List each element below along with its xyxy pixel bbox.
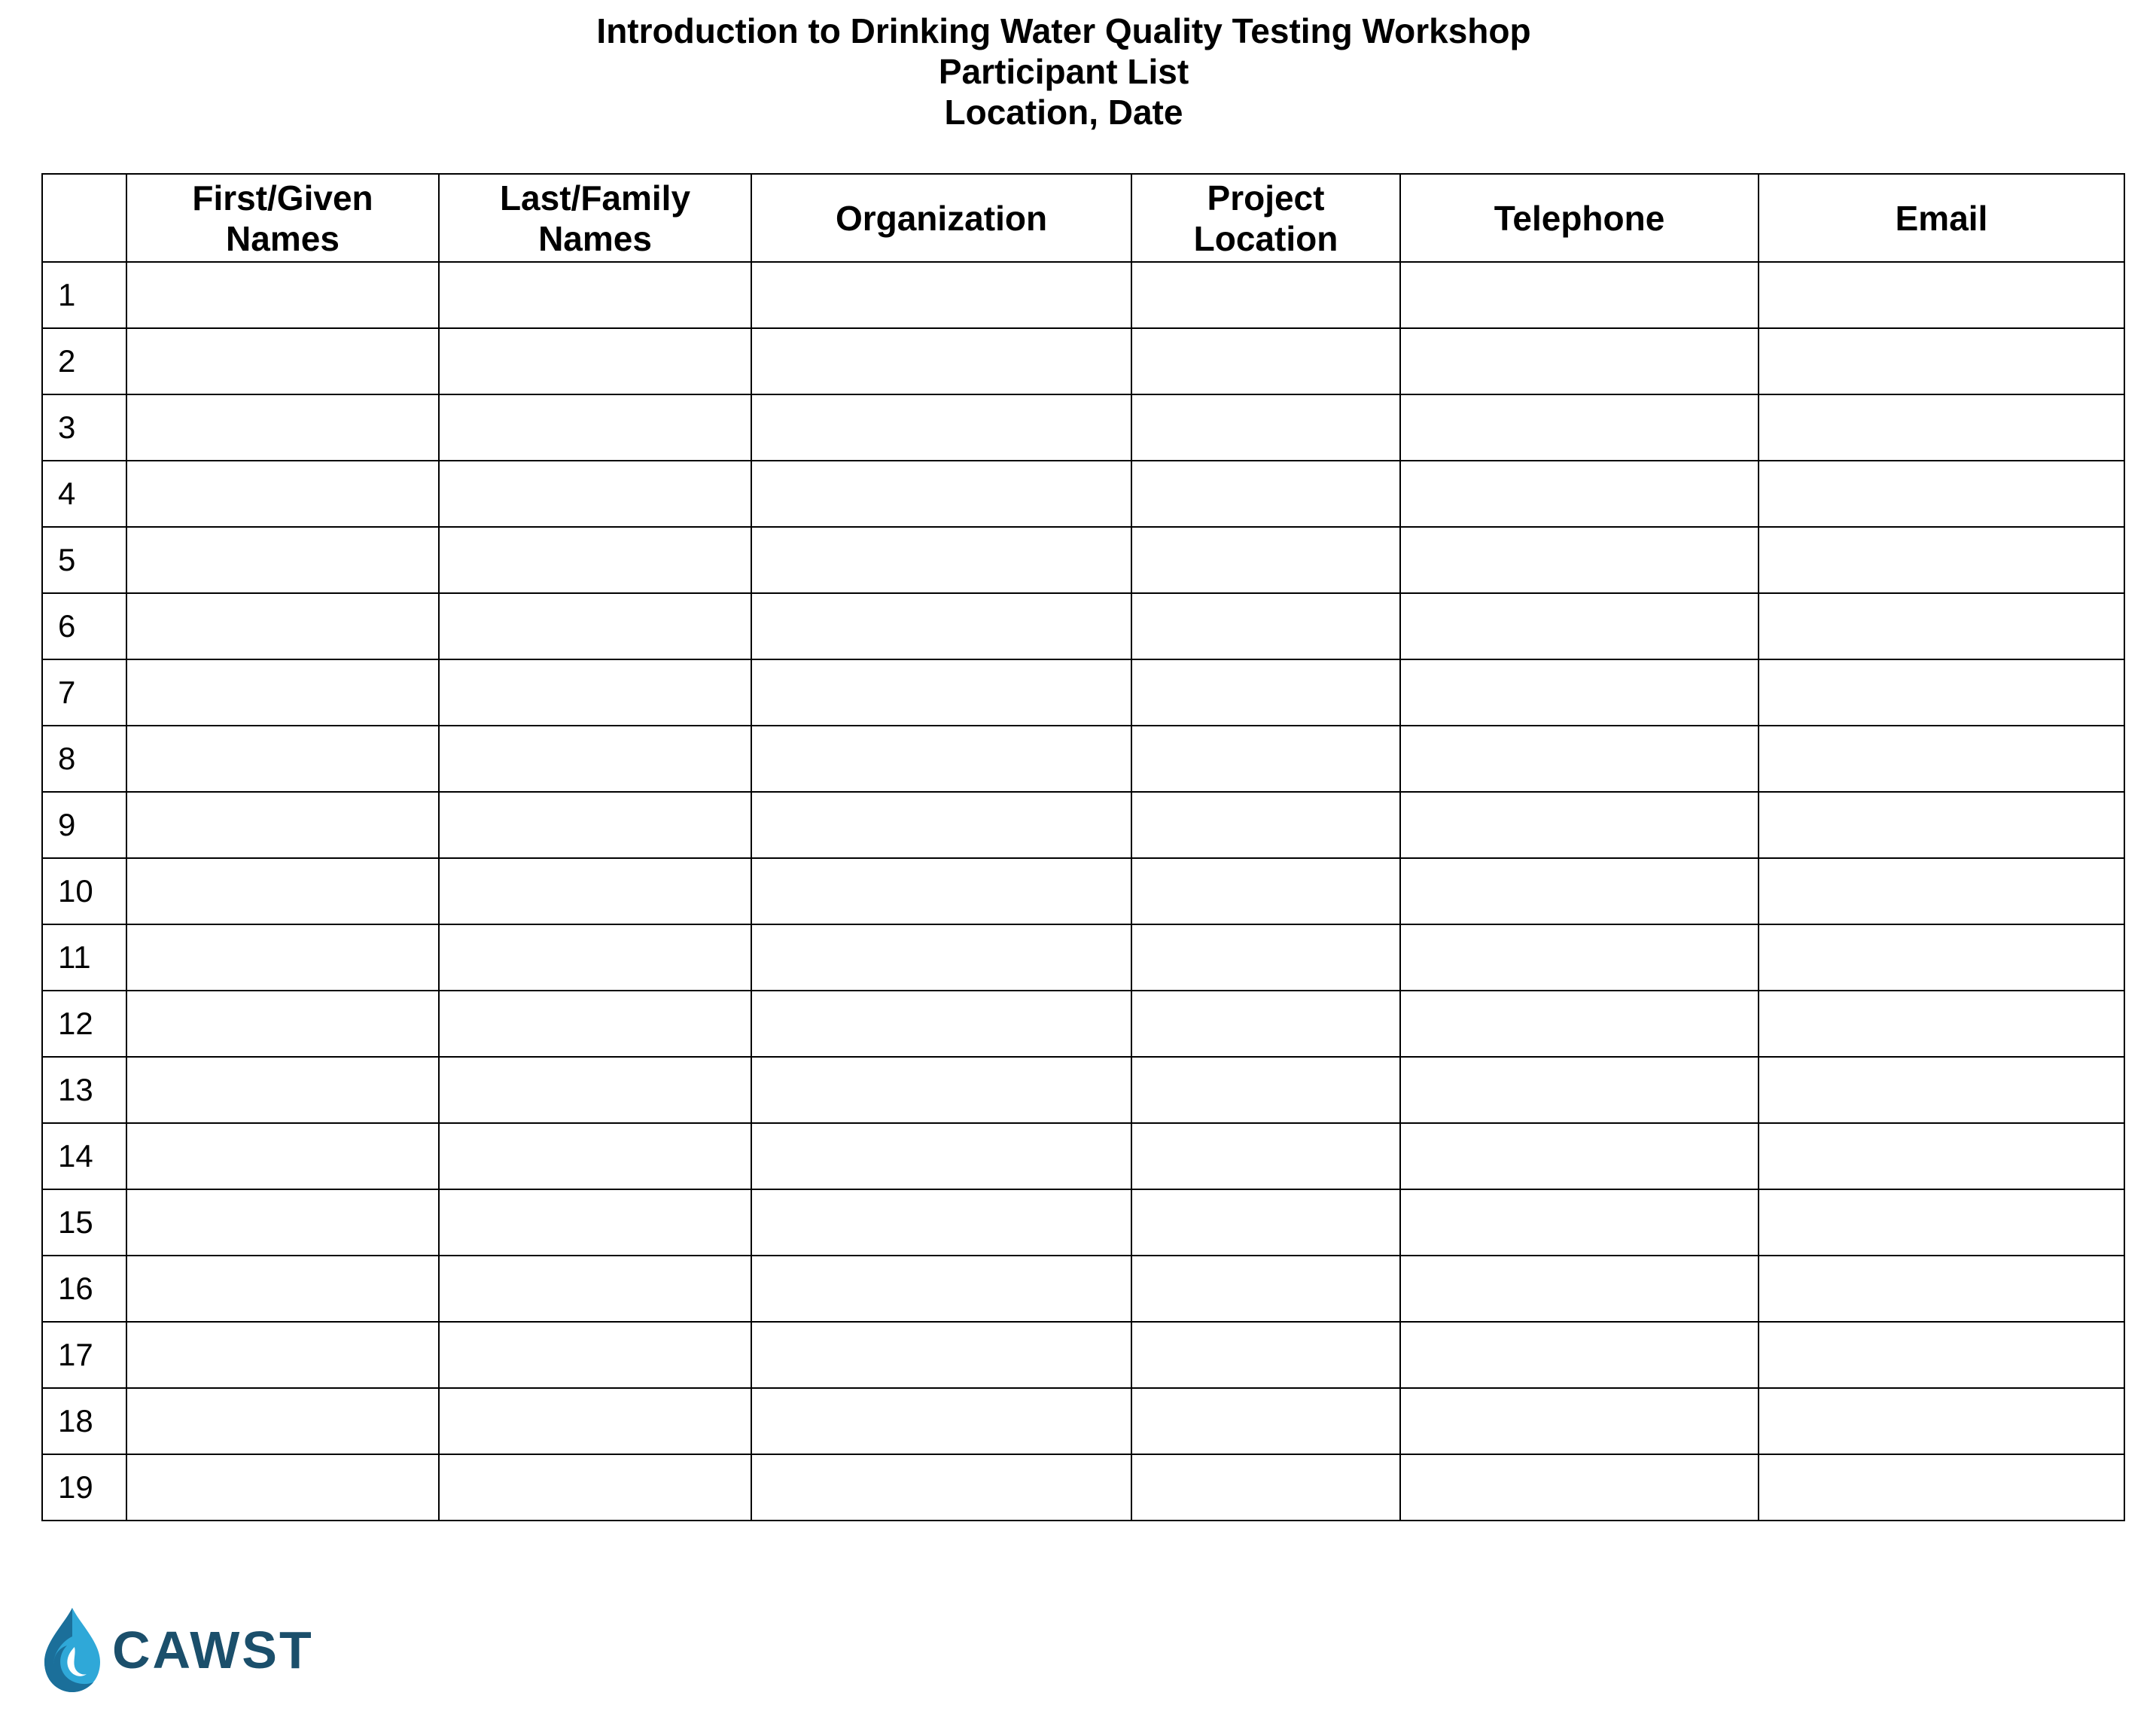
- telephone-cell[interactable]: [1400, 924, 1759, 991]
- first-name-cell[interactable]: [126, 1123, 439, 1189]
- email-cell[interactable]: [1759, 1123, 2124, 1189]
- telephone-cell[interactable]: [1400, 1256, 1759, 1322]
- row-number: 9: [42, 792, 126, 858]
- last-name-cell[interactable]: [439, 394, 751, 461]
- table-body: [42, 262, 2124, 1521]
- organization-cell[interactable]: [751, 1454, 1131, 1521]
- organization-cell[interactable]: [751, 659, 1131, 726]
- telephone-cell[interactable]: [1400, 394, 1759, 461]
- last-name-cell[interactable]: [439, 262, 751, 328]
- telephone-cell[interactable]: [1400, 1322, 1759, 1388]
- last-name-cell[interactable]: [439, 858, 751, 924]
- organization-cell[interactable]: [751, 394, 1131, 461]
- last-name-cell[interactable]: [439, 1123, 751, 1189]
- first-name-header: [126, 174, 439, 262]
- telephone-cell[interactable]: [1400, 1123, 1759, 1189]
- column-header-label: First/Given Names: [192, 178, 373, 258]
- first-name-cell[interactable]: [126, 1057, 439, 1123]
- row-number: 10: [42, 858, 126, 924]
- email-cell[interactable]: [1759, 991, 2124, 1057]
- document-title: Introduction to Drinking Water Quality Testing Workshop: [596, 11, 1531, 50]
- last-name-cell[interactable]: [439, 659, 751, 726]
- organization-cell[interactable]: [751, 1256, 1131, 1322]
- table-row: [42, 726, 2124, 792]
- table-row: [42, 924, 2124, 991]
- project-location-cell[interactable]: [1131, 792, 1400, 858]
- first-name-cell[interactable]: [126, 858, 439, 924]
- last-name-cell[interactable]: [439, 527, 751, 593]
- project-location-cell[interactable]: [1131, 527, 1400, 593]
- first-name-cell[interactable]: [126, 262, 439, 328]
- table-row: [42, 1123, 2124, 1189]
- email-cell[interactable]: [1759, 1189, 2124, 1256]
- row-number: 6: [42, 593, 126, 659]
- telephone-cell[interactable]: [1400, 991, 1759, 1057]
- row-number: 14: [42, 1123, 126, 1189]
- telephone-cell[interactable]: [1400, 726, 1759, 792]
- organization-cell[interactable]: [751, 726, 1131, 792]
- project-location-cell[interactable]: [1131, 1123, 1400, 1189]
- organization-cell[interactable]: [751, 1189, 1131, 1256]
- telephone-cell[interactable]: [1400, 593, 1759, 659]
- table-row: [42, 792, 2124, 858]
- email-cell[interactable]: [1759, 394, 2124, 461]
- table-row: [42, 527, 2124, 593]
- first-name-cell[interactable]: [126, 924, 439, 991]
- email-header: [1759, 174, 2124, 262]
- last-name-cell[interactable]: [439, 924, 751, 991]
- table-row: [42, 1057, 2124, 1123]
- organization-cell[interactable]: [751, 262, 1131, 328]
- row-number: 4: [42, 461, 126, 527]
- organization-cell[interactable]: [751, 1388, 1131, 1454]
- project-location-cell[interactable]: [1131, 593, 1400, 659]
- last-name-cell[interactable]: [439, 1322, 751, 1388]
- first-name-cell[interactable]: [126, 328, 439, 394]
- organization-cell[interactable]: [751, 328, 1131, 394]
- project-location-cell[interactable]: [1131, 461, 1400, 527]
- email-cell[interactable]: [1759, 726, 2124, 792]
- row-number-header: [42, 174, 126, 262]
- first-name-cell[interactable]: [126, 1189, 439, 1256]
- email-cell[interactable]: [1759, 262, 2124, 328]
- table-row: [42, 1256, 2124, 1322]
- table-row: [42, 1388, 2124, 1454]
- organization-cell[interactable]: [751, 1057, 1131, 1123]
- table-row: [42, 858, 2124, 924]
- organization-cell[interactable]: [751, 1322, 1131, 1388]
- email-cell[interactable]: [1759, 1454, 2124, 1521]
- telephone-cell[interactable]: [1400, 1388, 1759, 1454]
- table-row: [42, 1454, 2124, 1521]
- participant-table: [41, 173, 2125, 1521]
- first-name-cell[interactable]: [126, 1256, 439, 1322]
- email-cell[interactable]: [1759, 1322, 2124, 1388]
- project-location-cell[interactable]: [1131, 726, 1400, 792]
- first-name-cell[interactable]: [126, 394, 439, 461]
- table-row: [42, 1189, 2124, 1256]
- project-location-cell[interactable]: [1131, 991, 1400, 1057]
- telephone-cell[interactable]: [1400, 461, 1759, 527]
- last-name-cell[interactable]: [439, 991, 751, 1057]
- telephone-cell[interactable]: [1400, 858, 1759, 924]
- table-row: [42, 1322, 2124, 1388]
- first-name-cell[interactable]: [126, 527, 439, 593]
- table-row: [42, 262, 2124, 328]
- water-drop-icon: [41, 1606, 103, 1694]
- email-cell[interactable]: [1759, 1256, 2124, 1322]
- first-name-cell[interactable]: [126, 659, 439, 726]
- project-location-cell[interactable]: [1131, 1322, 1400, 1388]
- email-cell[interactable]: [1759, 1057, 2124, 1123]
- row-number: 8: [42, 726, 126, 792]
- first-name-cell[interactable]: [126, 593, 439, 659]
- last-name-cell[interactable]: [439, 593, 751, 659]
- organization-cell[interactable]: [751, 1123, 1131, 1189]
- email-cell[interactable]: [1759, 527, 2124, 593]
- last-name-cell[interactable]: [439, 328, 751, 394]
- column-header-label: Telephone: [1494, 198, 1665, 238]
- first-name-cell[interactable]: [126, 461, 439, 527]
- column-header-label: Project Location: [1193, 178, 1338, 258]
- column-header-label: Last/Family Names: [499, 178, 691, 258]
- organization-cell[interactable]: [751, 924, 1131, 991]
- email-cell[interactable]: [1759, 1388, 2124, 1454]
- last-name-cell[interactable]: [439, 1256, 751, 1322]
- telephone-cell[interactable]: [1400, 659, 1759, 726]
- first-name-cell[interactable]: [126, 726, 439, 792]
- row-number: 3: [42, 394, 126, 461]
- project-location-header: [1131, 174, 1400, 262]
- column-header-label: Email: [1895, 198, 1988, 238]
- last-name-cell[interactable]: [439, 1454, 751, 1521]
- email-cell[interactable]: [1759, 593, 2124, 659]
- telephone-cell[interactable]: [1400, 1454, 1759, 1521]
- project-location-cell[interactable]: [1131, 858, 1400, 924]
- row-number: 18: [42, 1388, 126, 1454]
- telephone-cell[interactable]: [1400, 328, 1759, 394]
- row-number: 13: [42, 1057, 126, 1123]
- table-row: [42, 593, 2124, 659]
- document-subtitle: Participant List: [938, 52, 1189, 91]
- location-date: Location, Date: [944, 93, 1183, 132]
- row-number: 11: [42, 924, 126, 991]
- first-name-cell[interactable]: [126, 1388, 439, 1454]
- telephone-cell[interactable]: [1400, 262, 1759, 328]
- organization-cell[interactable]: [751, 858, 1131, 924]
- column-header-label: Organization: [835, 198, 1048, 238]
- project-location-cell[interactable]: [1131, 262, 1400, 328]
- table-row: [42, 659, 2124, 726]
- first-name-cell[interactable]: [126, 1322, 439, 1388]
- table-row: [42, 991, 2124, 1057]
- organization-cell[interactable]: [751, 991, 1131, 1057]
- organization-cell[interactable]: [751, 593, 1131, 659]
- last-name-cell[interactable]: [439, 461, 751, 527]
- email-cell[interactable]: [1759, 858, 2124, 924]
- project-location-cell[interactable]: [1131, 1189, 1400, 1256]
- project-location-cell[interactable]: [1131, 394, 1400, 461]
- table-header-row: [42, 174, 2124, 262]
- project-location-cell[interactable]: [1131, 328, 1400, 394]
- document-header: [0, 11, 2127, 132]
- organization-header: [751, 174, 1131, 262]
- table-row: [42, 328, 2124, 394]
- project-location-cell[interactable]: [1131, 1256, 1400, 1322]
- project-location-cell[interactable]: [1131, 924, 1400, 991]
- telephone-header: [1400, 174, 1759, 262]
- table-row: [42, 461, 2124, 527]
- table-row: [42, 394, 2124, 461]
- telephone-cell[interactable]: [1400, 527, 1759, 593]
- row-number: 7: [42, 659, 126, 726]
- row-number: 15: [42, 1189, 126, 1256]
- project-location-cell[interactable]: [1131, 659, 1400, 726]
- first-name-cell[interactable]: [126, 991, 439, 1057]
- row-number: 1: [42, 262, 126, 328]
- row-number: 5: [42, 527, 126, 593]
- last-name-cell[interactable]: [439, 1189, 751, 1256]
- telephone-cell[interactable]: [1400, 792, 1759, 858]
- row-number: 19: [42, 1454, 126, 1521]
- telephone-cell[interactable]: [1400, 1057, 1759, 1123]
- row-number: 12: [42, 991, 126, 1057]
- row-number: 17: [42, 1322, 126, 1388]
- email-cell[interactable]: [1759, 461, 2124, 527]
- organization-cell[interactable]: [751, 792, 1131, 858]
- email-cell[interactable]: [1759, 328, 2124, 394]
- first-name-cell[interactable]: [126, 792, 439, 858]
- email-cell[interactable]: [1759, 792, 2124, 858]
- project-location-cell[interactable]: [1131, 1454, 1400, 1521]
- last-name-cell[interactable]: [439, 726, 751, 792]
- organization-cell[interactable]: [751, 527, 1131, 593]
- logo-text: CAWST: [112, 1621, 314, 1679]
- organization-cell[interactable]: [751, 461, 1131, 527]
- last-name-cell[interactable]: [439, 1057, 751, 1123]
- last-name-cell[interactable]: [439, 792, 751, 858]
- email-cell[interactable]: [1759, 924, 2124, 991]
- cawst-logo: [41, 1605, 314, 1695]
- last-name-header: [439, 174, 751, 262]
- telephone-cell[interactable]: [1400, 1189, 1759, 1256]
- last-name-cell[interactable]: [439, 1388, 751, 1454]
- row-number: 16: [42, 1256, 126, 1322]
- project-location-cell[interactable]: [1131, 1057, 1400, 1123]
- first-name-cell[interactable]: [126, 1454, 439, 1521]
- row-number: 2: [42, 328, 126, 394]
- email-cell[interactable]: [1759, 659, 2124, 726]
- project-location-cell[interactable]: [1131, 1388, 1400, 1454]
